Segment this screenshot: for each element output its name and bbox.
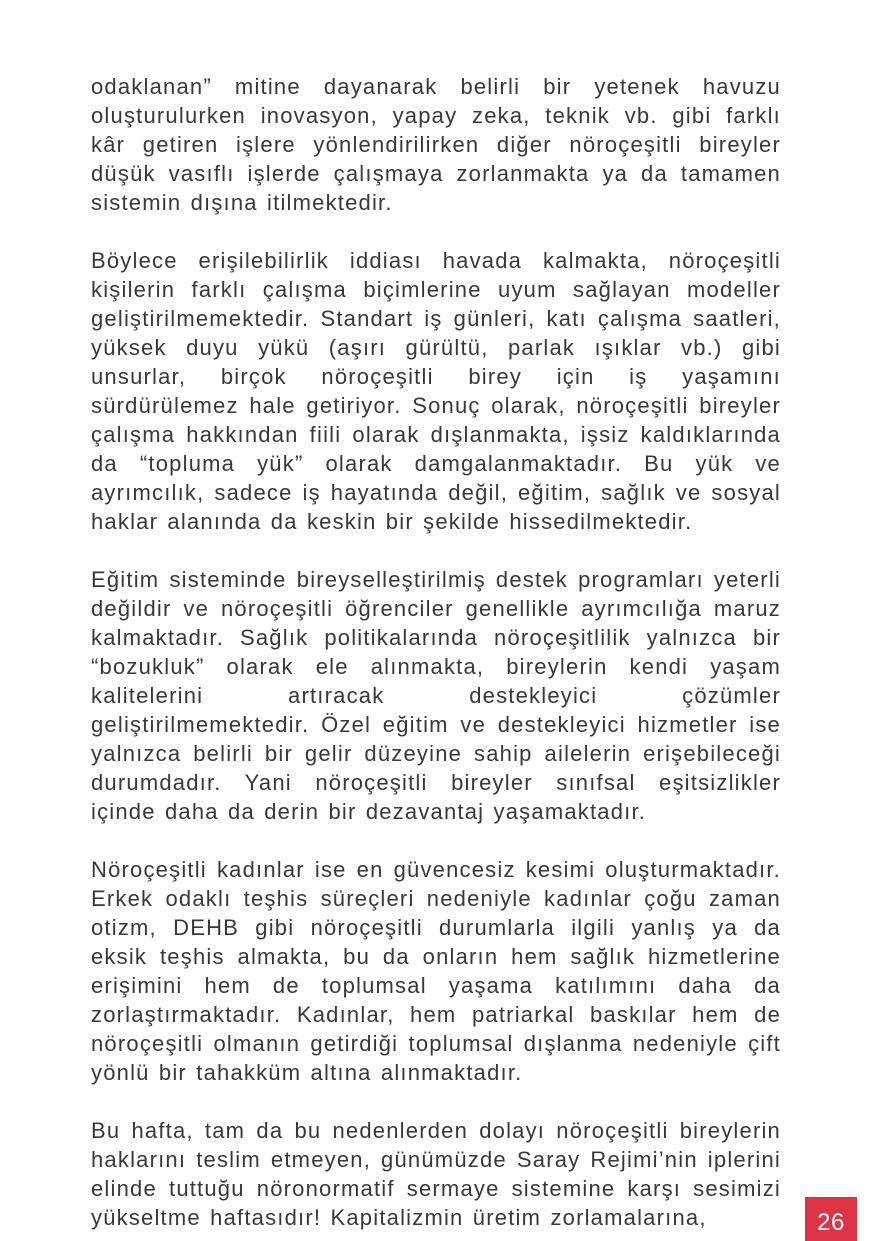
paragraph-1: odaklanan” mitine dayanarak belirli bir yetenek havuzu oluşturulurken inovasyon, yapay zeka, teknik vb. gibi farklı kâr getiren işlere yönlendirilirken diğer nöroçeşitli bireyler düşük vasıflı işlerde çalışmaya zorlanmakta ya da tamamen sistemin dışına itilmektedir. [91, 74, 781, 215]
page-number-badge [805, 1197, 857, 1241]
paragraph-4: Nöroçeşitli kadınlar ise en güvencesiz kesimi oluşturmaktadır. Erkek odaklı teşhis süreçleri nedeniyle kadınlar çoğu zaman otizm, DEHB gibi nöroçeşitli durumlarla ilgili yanlış ya da eksik teşhis almakta, bu da onların hem sağlık hizmetlerine erişimini hem de toplumsal yaşama katılımını daha da zorlaştırmaktadır. Kadınlar, hem patriarkal baskılar hem de nöroçeşitli olmanın getirdiği toplumsal dışlanma nedeniyle çift yönlü bir tahakküm altına alınmaktadır. [91, 857, 781, 1085]
page-number: 26 [817, 1209, 845, 1236]
paragraph-5: Bu hafta, tam da bu nedenlerden dolayı nöroçeşitli bireylerin haklarını teslim etmeyen, günümüzde Saray Rejimi’nin iplerini elinde tuttuğu nöronormatif sermaye sistemine karşı sesimizi yükseltme haftasıdır! Kapitalizmin üretim zorlamalarına, [91, 1118, 781, 1230]
paragraph-2: Böylece erişilebilirlik iddiası havada kalmakta, nöroçeşitli kişilerin farklı çalışma biçimlerine uyum sağlayan modeller geliştirilmemektedir. Standart iş günleri, katı çalışma saatleri, yüksek duyu yükü (aşırı gürültü, parlak ışıklar vb.) gibi unsurlar, birçok nöroçeşitli birey için iş yaşamını sürdürülemez hale getiriyor. Sonuç olarak, nöroçeşitli bireyler çalışma hakkından fiili olarak dışlanmakta, işsiz kaldıklarında da “topluma yük” olarak damgalanmaktadır. Bu yük ve ayrımcılık, sadece iş hayatında değil, eğitim, sağlık ve sosyal haklar alanında da keskin bir şekilde hissedilmektedir. [91, 248, 781, 534]
paragraph-3: Eğitim sisteminde bireyselleştirilmiş destek programları yeterli değildir ve nöroçeşitli öğrenciler genellikle ayrımcılığa maruz kalmaktadır. Sağlık politikalarında nöroçeşitlilik yalnızca bir “bozukluk” olarak ele alınmakta, bireylerin kendi yaşam kalitelerini artıracak destekleyici çözümler geliştirilmemektedir. Özel eğitim ve destekleyici hizmetler ise yalnızca belirli bir gelir düzeyine sahip ailelerin erişebileceği durumdadır. Yani nöroçeşitli bireyler sınıfsal eşitsizlikler içinde daha da derin bir dezavantaj yaşamaktadır. [91, 567, 781, 824]
text-block [91, 72, 781, 1241]
